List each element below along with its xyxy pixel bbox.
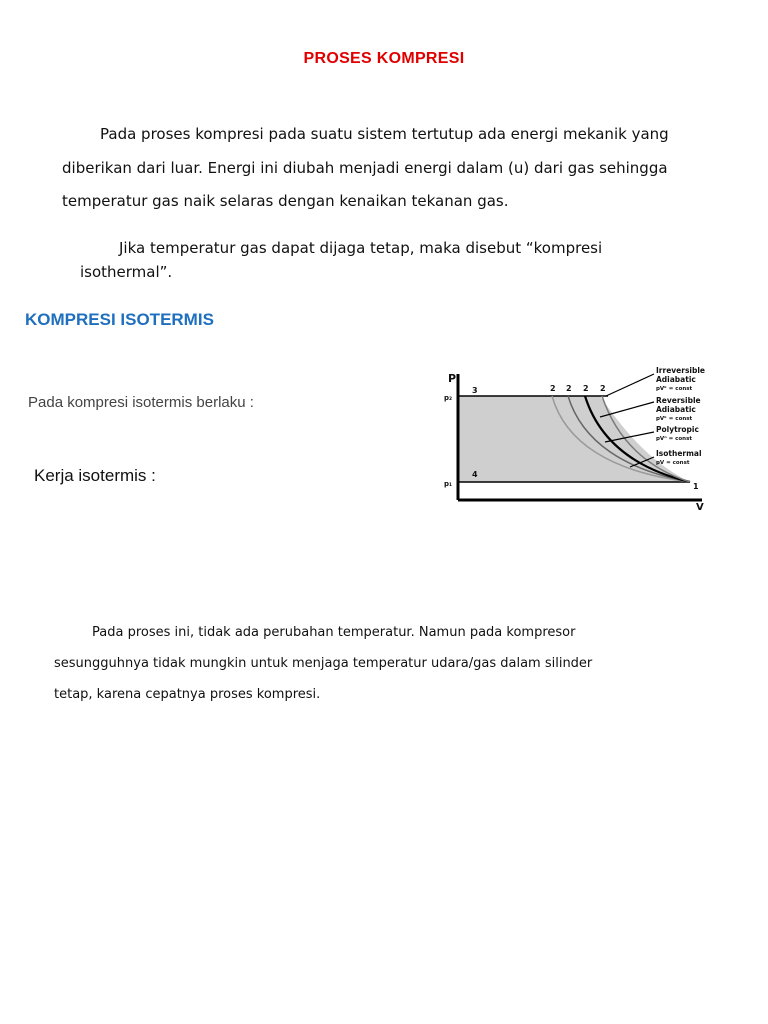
legend-isothermal: Isothermal [656, 449, 702, 458]
p1-label: p₁ [444, 480, 453, 488]
point-3-label: 3 [472, 386, 478, 395]
isothermal-note-line-1: Jika temperatur gas dapat dijaga tetap, maka disebut “kompresi [119, 239, 603, 257]
isothermal-note-line-2: isothermal”. [80, 263, 173, 281]
intro-line-1: Pada proses kompresi pada suatu sistem tertutup ada energi mekanik yang [100, 125, 669, 143]
legend-iso-eq: pV = const [656, 460, 690, 466]
axis-p-label: P [448, 372, 457, 385]
kerja-isotermis-label: Kerja isotermis : [34, 466, 156, 485]
legend-rev-adiabatic: Adiabatic [656, 405, 696, 414]
legend-reversible: Reversible [656, 396, 701, 405]
p2-label: p₂ [444, 394, 453, 402]
point-2-label: 2 [566, 384, 572, 393]
closing-line-2: sesungguhnya tidak mungkin untuk menjaga temperatur udara/gas dalam silinder [54, 656, 593, 671]
pv-compression-diagram [440, 362, 725, 512]
point-2-label: 2 [550, 384, 556, 393]
legend-polytropic: Polytropic [656, 425, 699, 434]
intro-line-2: diberikan dari luar. Energi ini diubah menjadi energi dalam (u) dari gas sehingga [62, 159, 668, 177]
axis-v-label: V [696, 502, 704, 512]
point-1-label: 1 [693, 482, 699, 491]
point-4-label: 4 [472, 470, 478, 479]
leader-irreversible [606, 374, 654, 396]
legend-adiabatic-eq: pVᵏ = const [656, 386, 693, 392]
legend-poly-eq: pVⁿ = const [656, 436, 692, 442]
intro-line-3: temperatur gas naik selaras dengan kenaikan tekanan gas. [62, 192, 509, 210]
closing-line-3: tetap, karena cepatnya proses kompresi. [54, 687, 321, 702]
legend-irreversible: Irreversible [656, 366, 706, 375]
legend-rev-eq: pVᵏ = const [656, 416, 693, 422]
legend-adiabatic: Adiabatic [656, 375, 696, 384]
section-heading: KOMPRESI ISOTERMIS [25, 310, 214, 329]
section-intro: Pada kompresi isotermis berlaku : [28, 394, 254, 411]
point-2-label: 2 [583, 384, 589, 393]
closing-line-1: Pada proses ini, tidak ada perubahan temperatur. Namun pada kompresor [92, 625, 576, 640]
page-title: PROSES KOMPRESI [303, 50, 465, 67]
point-2-label: 2 [600, 384, 606, 393]
